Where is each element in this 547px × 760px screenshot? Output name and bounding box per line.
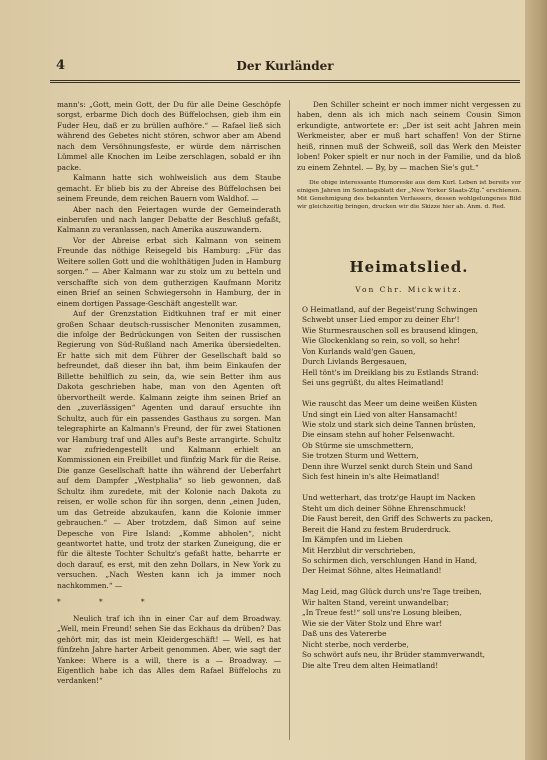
- poem-line: Von Kurlands wald'gen Gauen,: [302, 346, 416, 356]
- poem-line: Bereit die Hand zu festem Bruderdruck.: [302, 524, 451, 534]
- header-rule-top: [50, 80, 520, 81]
- paragraph: Kalmann hatte sich wohlweislich aus dem Staube gemacht. Er blieb bis zu der Abreise des Büffelochsen bei seinem Freunde, dem reichen Bauern vom Waldhof. —: [57, 173, 281, 204]
- poem-line: Wie Sturmesrauschen soll es brausend klingen,: [302, 325, 479, 335]
- poem-title: Heimatslied.: [349, 258, 469, 276]
- poem-line: So schwört aufs neu, ihr Brüder stammverwandt,: [302, 650, 485, 660]
- poem-line: Im Kämpfen und im Lieben: [302, 535, 403, 545]
- poem-line: So schirmen dich, verschlungen Hand in Hand,: [302, 555, 478, 565]
- poem-author: Von Chr. Mickwitz.: [355, 285, 463, 294]
- column-divider: [289, 100, 290, 740]
- poem: [302, 305, 522, 682]
- poem-line: Schwebt unser Lied empor zu deiner Ehr'!: [302, 315, 460, 325]
- poem-line: Daß uns des Vatererbe: [302, 629, 387, 639]
- header-rule-bottom: [50, 82, 520, 83]
- right-column: [297, 100, 521, 211]
- poem-line: Die einsam stehn auf hoher Felsenwacht.: [302, 430, 455, 440]
- poem-line: O Heimatland, auf der Begeist'rung Schwingen: [302, 305, 478, 314]
- poem-line: Und singt ein Lied von alter Hansamacht!: [302, 409, 458, 419]
- poem-line: Wie stolz und stark sich deine Tannen brüsten,: [302, 420, 476, 430]
- poem-line: Wie rauscht das Meer um deine weißen Küsten: [302, 399, 478, 409]
- poem-line: Durch Livlands Bergesauen,: [302, 357, 407, 367]
- poem-line: Steht um dich deiner Söhne Ehrenschmuck!: [302, 503, 466, 513]
- poem-line: Die Faust bereit, den Griff des Schwerts zu packen,: [302, 514, 493, 524]
- poem-line: Und wetterhart, das trotz'ge Haupt im Nacken: [302, 493, 476, 503]
- poem-line: Hell tönt's im Dreiklang bis zu Estlands Strand:: [302, 367, 479, 377]
- poem-line: Die alte Treu dem alten Heimatland!: [302, 660, 439, 670]
- paragraph: mann's: „Gott, mein Gott, der Du für alle Deine Geschöpfe sorgst, erbarme Dich doch des Büffelochsen, gieb ihm ein Fuder Heu, daß er zu brüllen aufhöre.“ — Rafael ließ sich während des Gebetes nicht stören, schwor aber am Abend nach dem Versöhnungsfeste, er würde dem närrischen Lümmel alle Knochen im Leibe zerschlagen, sobald er ihn packe.: [57, 100, 281, 172]
- poem-line: Sich fest hinein in's alte Heimatland!: [302, 472, 440, 482]
- newspaper-title: Der Kurländer: [236, 59, 334, 73]
- poem-stanza: [302, 587, 522, 671]
- paragraph: Den Schiller scheint er noch immer nicht vergessen zu haben, denn als ich mich nach seinem Cousin Simon erkundigte, antwortete er: „Der ist seit acht Jahren mein Werkmeister, aber er muß hart schaffen! Von der Stirne heiß, rinnen muß der Schweiß, soll das Werk den Meister loben! Poker spielt er nur noch in der Familie, und da bloß zu einem Zehntel. — By, by — machen Sie's gut.“: [297, 100, 521, 172]
- poem-line: Mag Leid, mag Glück durch uns're Tage treiben,: [302, 587, 482, 597]
- page-header: [50, 56, 520, 78]
- poem-line: Sie trotzen Sturm und Wettern,: [302, 451, 419, 461]
- section-separator: * * *: [57, 597, 163, 607]
- book-binding: [525, 0, 547, 760]
- paragraph: Vor der Abreise erbat sich Kalmann von seinem Freunde das nöthige Reisegeld bis Hamburg: „Für das Weitere sollen Gott und die wohlthätigen Juden in Hamburg sorgen.“ — Aber Kalmann war zu stolz um zu betteln und verschaffte sich von dem gutherzigen Kaufmann Moritz einen Brief an seinen Schwiegersohn in Hamburg, der in einem dortigen Passage-Geschäft angestellt war.: [57, 235, 281, 308]
- poem-stanza: [302, 305, 522, 389]
- editorial-note: Die obige interessante Humoreske aus dem Kurl. Leben ist bereits vor einigen Jahren im Sonntagsblatt der „New Yorker Staats-Ztg.“ erschienen. Mit Genehmigung des bekannten Verfassers, dessen wohlgelungenes Bild wir gleichzeitig bringen, drucken wir die Skizze hier ab. Anm. d. Red.: [297, 180, 521, 211]
- left-column: [57, 100, 281, 687]
- poem-line: Ob Stürme sie umschmettern,: [302, 440, 414, 450]
- poem-line: „In Treue fest!“ soll uns're Losung bleiben,: [302, 608, 462, 618]
- poem-line: Wie Glockenklang so rein, so voll, so hehr!: [302, 336, 461, 346]
- poem-line: Sei uns gegrüßt, du altes Heimatland!: [302, 378, 444, 388]
- paragraph: Neulich traf ich ihn in einer Car auf dem Broadway. „Well, mein Freund! sehen Sie das Eckhaus da drüben? Das gehört mir, das ist mein Kleidergeschäft! — Well, es hat fünfzehn Jahre harter Arbeit genommen. Aber, wie sagt der Yankee: Where is a will, there is a — Broadway. — Eigentlich habe ich das Alles dem Rafael Büffelochs zu verdanken!“: [57, 613, 281, 686]
- poem-stanza: [302, 399, 522, 483]
- poem-line: Nicht sterbe, noch verderbe,: [302, 639, 409, 649]
- poem-line: Mit Herzblut dir verschrieben,: [302, 545, 416, 555]
- poem-line: Wir halten Stand, vereint unwandelbar;: [302, 597, 449, 607]
- poem-line: Denn ihre Wurzel senkt durch Stein und Sand: [302, 461, 473, 471]
- poem-line: Der Heimat Söhne, altes Heimatland!: [302, 566, 442, 576]
- poem-line: Wie sie der Väter Stolz und Ehre war!: [302, 618, 443, 628]
- paragraph: Aber nach den Feiertagen wurde der Gemeinderath einberufen und nach langer Debatte der Beschluß gefaßt, Kalmann zu veranlassen, nach Amerika auszuwandern.: [57, 204, 281, 235]
- paragraph: Auf der Grenzstation Eidtkuhnen traf er mit einer großen Schaar deutsch-russischer Menoniten zusammen, die infolge der Bedrückungen von Seiten der russischen Regierung von Süd-Rußland nach Amerika übersiedelten. Er hatte sich mit dem Führer der Gesellschaft bald so befreundet, daß dieser ihn bat, ihm beim Einkaufen der Billette behilflich zu sein, da, wie sein Better ihm aus Dakota geschrieben habe, man von den Agenten oft übervortheilt werde. Kalmann zeigte ihm seinen Brief an den „zuverlässigen“ Agenten und darauf ersuchte ihn Schultz, auch für ein passendes Gasthaus zu sorgen. Man telegraphirte an Kalmann's Freund, der für zwei Stationen vor Hamburg traf und Alles auf's Beste arrangirte. Schultz war zufriedengestellt und Kalmann erhielt an Kommissionen ein Freibillet und fünfzig Mark für die Reise. Die ganze Gesellschaft hatte ihn während der Ueberfahrt auf dem Dampfer „Westphalia“ so lieb gewonnen, daß Schultz ihm zuredete, mit der Kolonie nach Dakota zu reisen, er wolle schon für ihn sorgen, denn „einen Juden, um das Getreide abzukaufen, kann die Kolonie immer gebrauchen.“ — Aber trotzdem, daß Simon auf seine Depesche von Fire Island: „Komme abholen“, nicht geantwortet hatte, und trotz der starken Zuneigung, die er für die älteste Tochter Schultz's gefaßt hatte, beharrte er doch darauf, es erst, mit den zehn Dollars, in New York zu versuchen. „Nach Westen kann ich ja immer noch nachkommen.“ —: [57, 309, 281, 590]
- page-number: 4: [56, 58, 66, 73]
- poem-stanza: [302, 493, 522, 577]
